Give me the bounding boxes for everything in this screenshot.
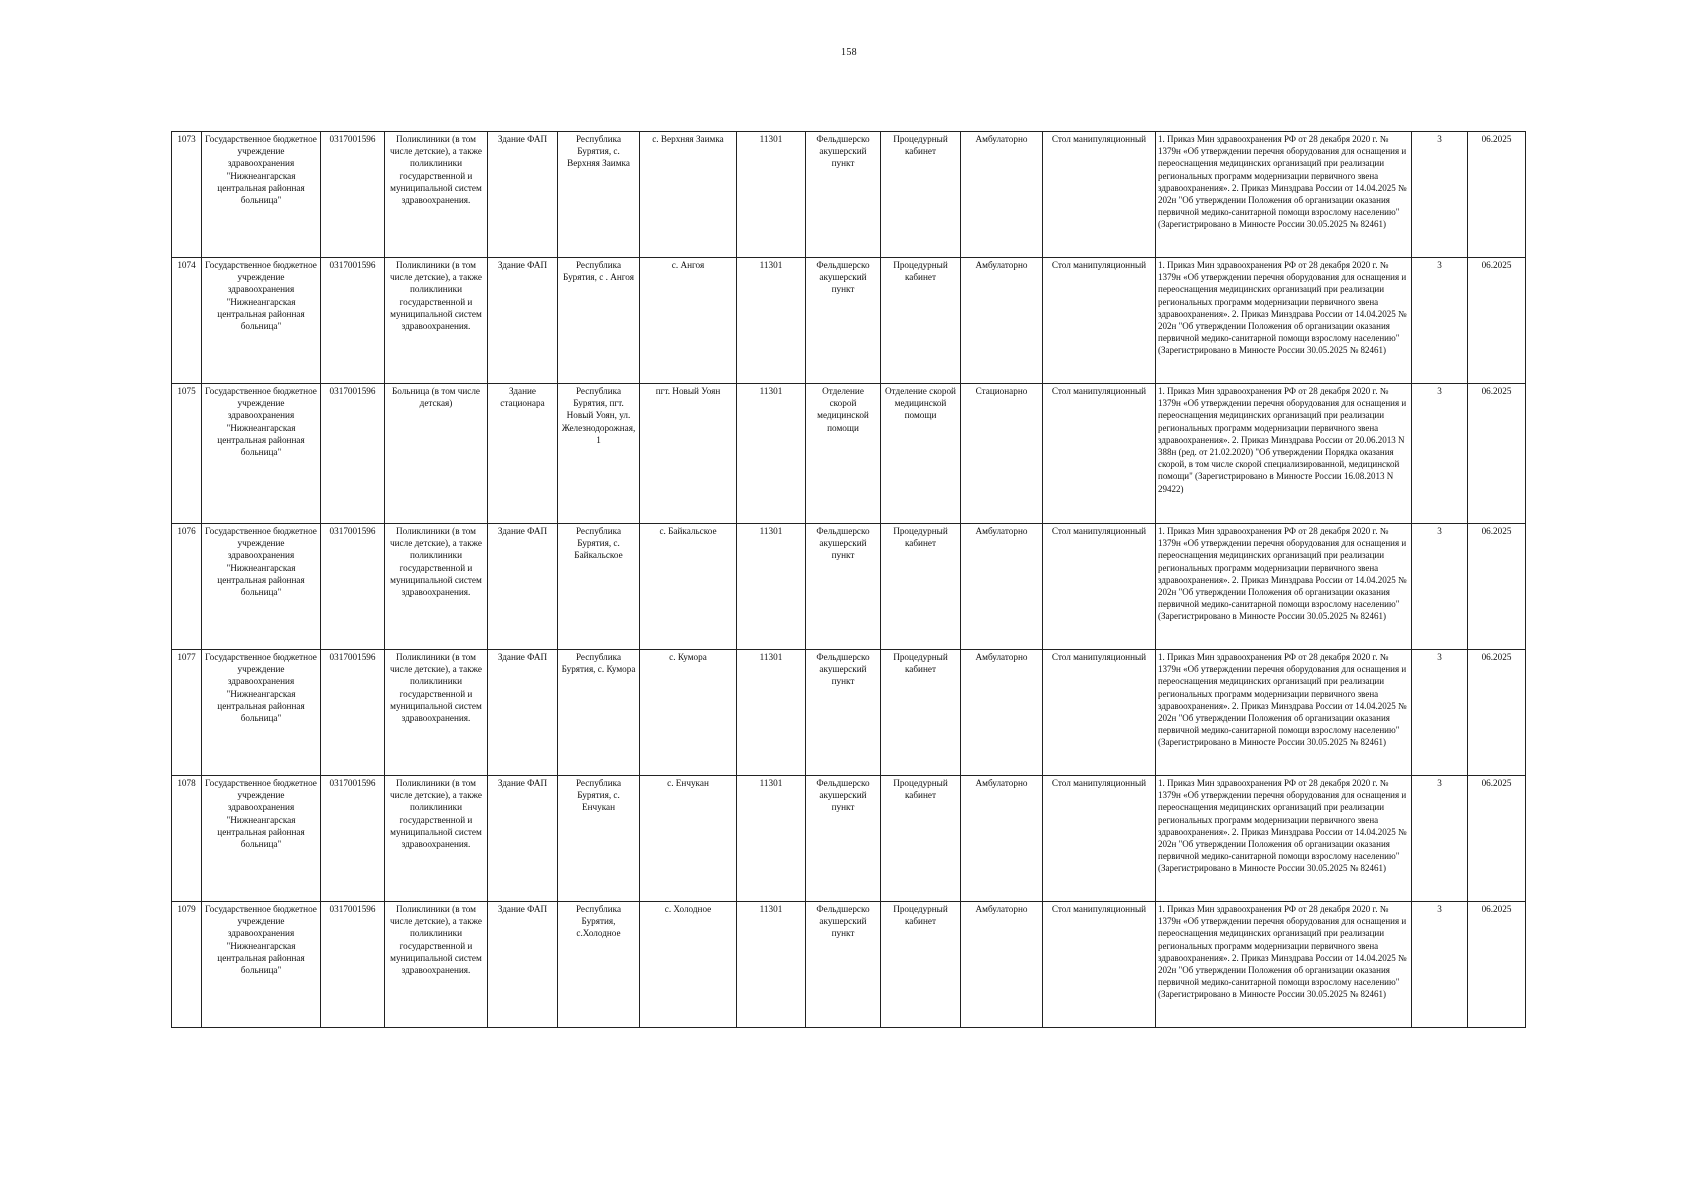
equipment-name: Стол манипуляционный — [1043, 650, 1156, 776]
building: Здание ФАП — [488, 902, 558, 1028]
okato-code: 11301 — [737, 524, 806, 650]
care-condition: Амбулаторно — [961, 132, 1043, 258]
care-condition: Амбулаторно — [961, 776, 1043, 902]
locality: с. Холодное — [640, 902, 737, 1028]
quantity: 3 — [1412, 902, 1468, 1028]
address: Республика Бурятия, с. Верхняя Заимка — [558, 132, 640, 258]
division: Фельдшерско акушерский пункт — [806, 902, 881, 1028]
row-number: 1078 — [172, 776, 202, 902]
division: Фельдшерско акушерский пункт — [806, 524, 881, 650]
building: Здание ФАП — [488, 132, 558, 258]
room: Процедурный кабинет — [881, 650, 961, 776]
room: Процедурный кабинет — [881, 258, 961, 384]
facility-type: Поликлиники (в том числе детские), а также поликлиники государственной и муниципальной систем здравоохранения. — [385, 902, 488, 1028]
organization-name: Государственное бюджетное учреждение здравоохранения "Нижнеангарская центральная районная больница" — [202, 776, 321, 902]
quantity: 3 — [1412, 132, 1468, 258]
due-date: 06.2025 — [1468, 902, 1526, 1028]
row-number: 1079 — [172, 902, 202, 1028]
division: Фельдшерско акушерский пункт — [806, 776, 881, 902]
okato-code: 11301 — [737, 650, 806, 776]
facility-type: Поликлиники (в том числе детские), а также поликлиники государственной и муниципальной систем здравоохранения. — [385, 258, 488, 384]
room: Процедурный кабинет — [881, 902, 961, 1028]
building: Здание ФАП — [488, 650, 558, 776]
due-date: 06.2025 — [1468, 384, 1526, 524]
organization-name: Государственное бюджетное учреждение здравоохранения "Нижнеангарская центральная районная больница" — [202, 384, 321, 524]
okato-code: 11301 — [737, 384, 806, 524]
equipment-table — [171, 131, 1526, 1028]
locality: с. Кумора — [640, 650, 737, 776]
organization-code: 0317001596 — [321, 132, 385, 258]
okato-code: 11301 — [737, 902, 806, 1028]
locality: с. Ангоя — [640, 258, 737, 384]
organization-code: 0317001596 — [321, 258, 385, 384]
locality: с. Верхняя Заимка — [640, 132, 737, 258]
okato-code: 11301 — [737, 132, 806, 258]
legal-basis: 1. Приказ Мин здравоохранения РФ от 28 декабря 2020 г. № 1379н «Об утверждении перечня оборудования для оснащения и переоснащения медицинских организаций при реализации региональных программ модернизации первичного звена здравоохранения». 2. Приказ Минздрава России от 14.04.2025 № 202н "Об утверждении Положения об организации оказания первичной медико-санитарной помощи взрослому населению" (Зарегистрировано в Минюсте России 30.05.2025 № 82461) — [1156, 258, 1412, 384]
organization-code: 0317001596 — [321, 776, 385, 902]
legal-basis: 1. Приказ Мин здравоохранения РФ от 28 декабря 2020 г. № 1379н «Об утверждении перечня оборудования для оснащения и переоснащения медицинских организаций при реализации региональных программ модернизации первичного звена здравоохранения». 2. Приказ Минздрава России от 14.04.2025 № 202н "Об утверждении Положения об организации оказания первичной медико-санитарной помощи взрослому населению" (Зарегистрировано в Минюсте России 30.05.2025 № 82461) — [1156, 650, 1412, 776]
division: Фельдшерско акушерский пункт — [806, 650, 881, 776]
organization-name: Государственное бюджетное учреждение здравоохранения "Нижнеангарская центральная районная больница" — [202, 524, 321, 650]
row-number: 1076 — [172, 524, 202, 650]
table-row — [172, 258, 1526, 384]
care-condition: Амбулаторно — [961, 258, 1043, 384]
equipment-name: Стол манипуляционный — [1043, 258, 1156, 384]
locality: пгт. Новый Уоян — [640, 384, 737, 524]
organization-name: Государственное бюджетное учреждение здравоохранения "Нижнеангарская центральная районная больница" — [202, 902, 321, 1028]
facility-type: Больница (в том числе детская) — [385, 384, 488, 524]
due-date: 06.2025 — [1468, 132, 1526, 258]
due-date: 06.2025 — [1468, 650, 1526, 776]
due-date: 06.2025 — [1468, 524, 1526, 650]
quantity: 3 — [1412, 384, 1468, 524]
building: Здание стационара — [488, 384, 558, 524]
address: Республика Бурятия, с. Байкальское — [558, 524, 640, 650]
locality: с. Енчукан — [640, 776, 737, 902]
row-number: 1075 — [172, 384, 202, 524]
care-condition: Амбулаторно — [961, 524, 1043, 650]
room: Процедурный кабинет — [881, 776, 961, 902]
equipment-name: Стол манипуляционный — [1043, 902, 1156, 1028]
address: Республика Бурятия, с. Енчукан — [558, 776, 640, 902]
table-row — [172, 776, 1526, 902]
equipment-name: Стол манипуляционный — [1043, 776, 1156, 902]
equipment-name: Стол манипуляционный — [1043, 524, 1156, 650]
building: Здание ФАП — [488, 776, 558, 902]
table-row — [172, 132, 1526, 258]
legal-basis: 1. Приказ Мин здравоохранения РФ от 28 декабря 2020 г. № 1379н «Об утверждении перечня оборудования для оснащения и переоснащения медицинских организаций при реализации региональных программ модернизации первичного звена здравоохранения». 2. Приказ Минздрава России от 14.04.2025 № 202н "Об утверждении Положения об организации оказания первичной медико-санитарной помощи взрослому населению" (Зарегистрировано в Минюсте России 30.05.2025 № 82461) — [1156, 132, 1412, 258]
room: Отделение скорой медицинской помощи — [881, 384, 961, 524]
equipment-name: Стол манипуляционный — [1043, 132, 1156, 258]
address: Республика Бурятия, с . Ангоя — [558, 258, 640, 384]
organization-code: 0317001596 — [321, 902, 385, 1028]
table-row — [172, 650, 1526, 776]
facility-type: Поликлиники (в том числе детские), а также поликлиники государственной и муниципальной систем здравоохранения. — [385, 524, 488, 650]
legal-basis: 1. Приказ Мин здравоохранения РФ от 28 декабря 2020 г. № 1379н «Об утверждении перечня оборудования для оснащения и переоснащения медицинских организаций при реализации региональных программ модернизации первичного звена здравоохранения». 2. Приказ Минздрава России от 20.06.2013 N 388н (ред. от 21.02.2020) "Об утверждении Порядка оказания скорой, в том числе скорой специализированной, медицинской помощи" (Зарегистрировано в Минюсте России 16.08.2013 N 29422) — [1156, 384, 1412, 524]
row-number: 1074 — [172, 258, 202, 384]
table-row — [172, 902, 1526, 1028]
table-row — [172, 384, 1526, 524]
legal-basis: 1. Приказ Мин здравоохранения РФ от 28 декабря 2020 г. № 1379н «Об утверждении перечня оборудования для оснащения и переоснащения медицинских организаций при реализации региональных программ модернизации первичного звена здравоохранения». 2. Приказ Минздрава России от 14.04.2025 № 202н "Об утверждении Положения об организации оказания первичной медико-санитарной помощи взрослому населению" (Зарегистрировано в Минюсте России 30.05.2025 № 82461) — [1156, 776, 1412, 902]
organization-code: 0317001596 — [321, 650, 385, 776]
facility-type: Поликлиники (в том числе детские), а также поликлиники государственной и муниципальной систем здравоохранения. — [385, 776, 488, 902]
legal-basis: 1. Приказ Мин здравоохранения РФ от 28 декабря 2020 г. № 1379н «Об утверждении перечня оборудования для оснащения и переоснащения медицинских организаций при реализации региональных программ модернизации первичного звена здравоохранения». 2. Приказ Минздрава России от 14.04.2025 № 202н "Об утверждении Положения об организации оказания первичной медико-санитарной помощи взрослому населению" (Зарегистрировано в Минюсте России 30.05.2025 № 82461) — [1156, 902, 1412, 1028]
facility-type: Поликлиники (в том числе детские), а также поликлиники государственной и муниципальной систем здравоохранения. — [385, 650, 488, 776]
quantity: 3 — [1412, 524, 1468, 650]
equipment-name: Стол манипуляционный — [1043, 384, 1156, 524]
page-number: 158 — [841, 47, 857, 58]
due-date: 06.2025 — [1468, 258, 1526, 384]
table-row — [172, 524, 1526, 650]
row-number: 1073 — [172, 132, 202, 258]
okato-code: 11301 — [737, 776, 806, 902]
organization-name: Государственное бюджетное учреждение здравоохранения "Нижнеангарская центральная районная больница" — [202, 258, 321, 384]
division: Фельдшерско акушерский пункт — [806, 132, 881, 258]
okato-code: 11301 — [737, 258, 806, 384]
locality: с. Байкальское — [640, 524, 737, 650]
care-condition: Амбулаторно — [961, 902, 1043, 1028]
care-condition: Стационарно — [961, 384, 1043, 524]
address: Республика Бурятия, пгт. Новый Уоян, ул. Железнодорожная, 1 — [558, 384, 640, 524]
address: Республика Бурятия, с.Холодное — [558, 902, 640, 1028]
division: Фельдшерско акушерский пункт — [806, 258, 881, 384]
quantity: 3 — [1412, 258, 1468, 384]
address: Республика Бурятия, с. Кумора — [558, 650, 640, 776]
organization-code: 0317001596 — [321, 384, 385, 524]
facility-type: Поликлиники (в том числе детские), а также поликлиники государственной и муниципальной систем здравоохранения. — [385, 132, 488, 258]
building: Здание ФАП — [488, 524, 558, 650]
legal-basis: 1. Приказ Мин здравоохранения РФ от 28 декабря 2020 г. № 1379н «Об утверждении перечня оборудования для оснащения и переоснащения медицинских организаций при реализации региональных программ модернизации первичного звена здравоохранения». 2. Приказ Минздрава России от 14.04.2025 № 202н "Об утверждении Положения об организации оказания первичной медико-санитарной помощи взрослому населению" (Зарегистрировано в Минюсте России 30.05.2025 № 82461) — [1156, 524, 1412, 650]
division: Отделение скорой медицинской помощи — [806, 384, 881, 524]
quantity: 3 — [1412, 650, 1468, 776]
organization-name: Государственное бюджетное учреждение здравоохранения "Нижнеангарская центральная районная больница" — [202, 132, 321, 258]
organization-name: Государственное бюджетное учреждение здравоохранения "Нижнеангарская центральная районная больница" — [202, 650, 321, 776]
organization-code: 0317001596 — [321, 524, 385, 650]
building: Здание ФАП — [488, 258, 558, 384]
quantity: 3 — [1412, 776, 1468, 902]
due-date: 06.2025 — [1468, 776, 1526, 902]
care-condition: Амбулаторно — [961, 650, 1043, 776]
room: Процедурный кабинет — [881, 132, 961, 258]
row-number: 1077 — [172, 650, 202, 776]
room: Процедурный кабинет — [881, 524, 961, 650]
